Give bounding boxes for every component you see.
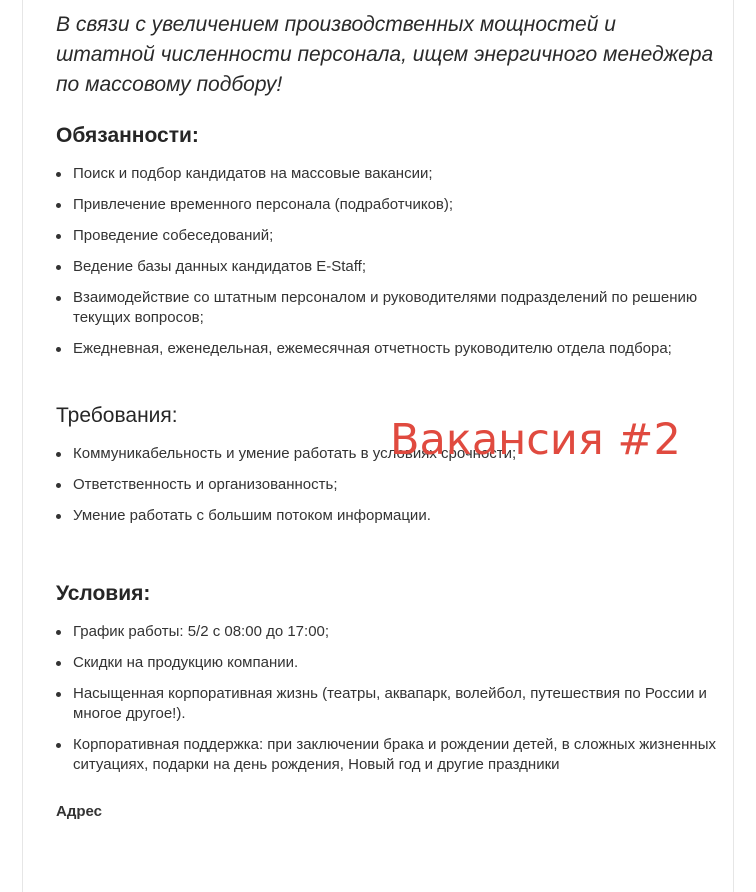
conditions-list <box>56 622 716 775</box>
list-item: Насыщенная корпоративная жизнь (театры, аквапарк, волейбол, путешествия по России и многое другое!). <box>56 684 716 724</box>
list-item: Ответственность и организованность; <box>56 475 716 495</box>
list-item: Умение работать с большим потоком информации. <box>56 506 716 526</box>
list-item: Привлечение временного персонала (подработчиков); <box>56 195 716 215</box>
list-item: Проведение собеседований; <box>56 226 716 246</box>
list-item: Поиск и подбор кандидатов на массовые вакансии; <box>56 164 716 184</box>
list-item: График работы: 5/2 с 08:00 до 17:00; <box>56 622 716 642</box>
list-item: Скидки на продукцию компании. <box>56 653 716 673</box>
vacancy-intro: В связи с увеличением производственных мощностей и штатной численности персонала, ищем энергичного менеджера по массовому подбору! <box>56 13 714 96</box>
address-label: Адрес <box>56 803 103 820</box>
list-item: Корпоративная поддержка: при заключении брака и рождении детей, в сложных жизненных ситуациях, подарки на день рождения, Новый год и другие праздники <box>56 735 716 775</box>
list-item: Коммуникабельность и умение работать в условиях срочности; <box>56 444 716 464</box>
conditions-title: Условия: <box>56 582 151 605</box>
list-item: Ежедневная, еженедельная, ежемесячная отчетность руководителю отдела подбора; <box>56 339 716 359</box>
duties-title: Обязанности: <box>56 124 199 147</box>
vacancy-number-label: Вакансия #2 <box>390 415 681 465</box>
list-item: Взаимодействие со штатным персоналом и руководителями подразделений по решению текущих вопросов; <box>56 288 716 328</box>
duties-list <box>56 164 716 359</box>
requirements-title: Требования: <box>56 404 178 427</box>
list-item: Ведение базы данных кандидатов E-Staff; <box>56 257 716 277</box>
